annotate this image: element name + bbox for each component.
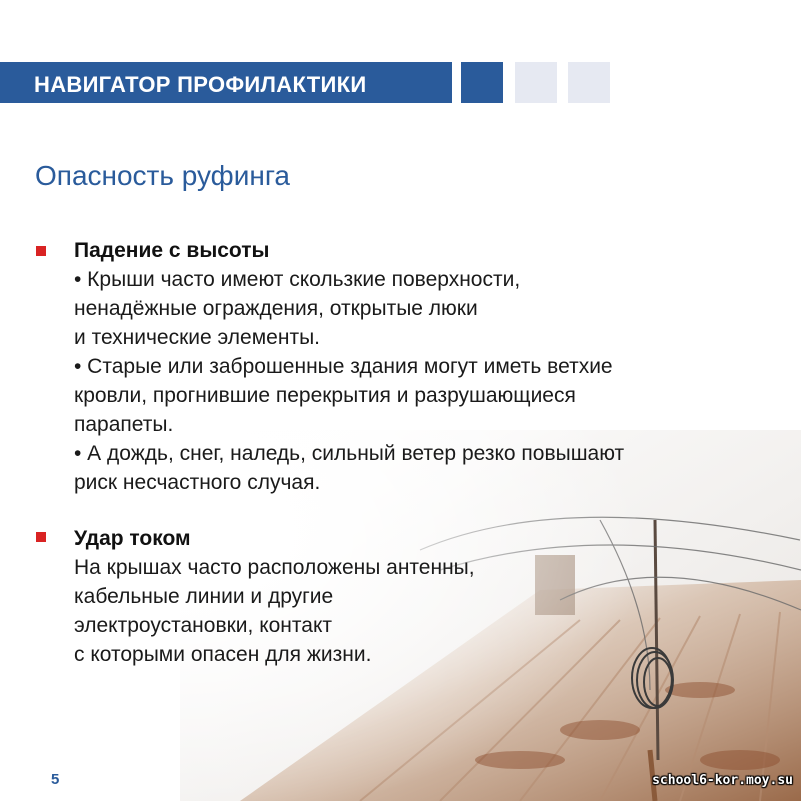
header-square-light-2: [568, 62, 610, 103]
section-heading-electric: Удар током: [74, 527, 191, 550]
page-number: 5: [51, 771, 60, 788]
bullet-icon: [36, 532, 46, 542]
slide-title: Опасность руфинга: [35, 160, 290, 191]
section-line: • А дождь, снег, наледь, сильный ветер резко повышают: [74, 442, 625, 465]
section-heading-fall: Падение с высоты: [74, 239, 270, 262]
section-line: и технические элементы.: [74, 326, 320, 349]
header-title: НАВИГАТОР ПРОФИЛАКТИКИ: [34, 72, 367, 97]
section-line: с которыми опасен для жизни.: [74, 643, 372, 666]
section-line: ненадёжные ограждения, открытые люки: [74, 297, 478, 320]
section-line: электроустановки, контакт: [74, 614, 332, 637]
section-line: парапеты.: [74, 413, 174, 436]
header-square-dark: [461, 62, 503, 103]
section-line: • Старые или заброшенные здания могут иметь ветхие: [74, 355, 613, 378]
section-line: На крышах часто расположены антенны,: [74, 556, 475, 579]
header-square-light-1: [515, 62, 557, 103]
section-line: кровли, прогнившие перекрытия и разрушающиеся: [74, 384, 576, 407]
site-watermark: school6-kor.moy.su: [652, 773, 793, 788]
section-line: • Крыши часто имеют скользкие поверхности,: [74, 268, 521, 291]
bullet-icon: [36, 246, 46, 256]
section-line: кабельные линии и другие: [74, 585, 334, 608]
section-line: риск несчастного случая.: [74, 471, 321, 494]
